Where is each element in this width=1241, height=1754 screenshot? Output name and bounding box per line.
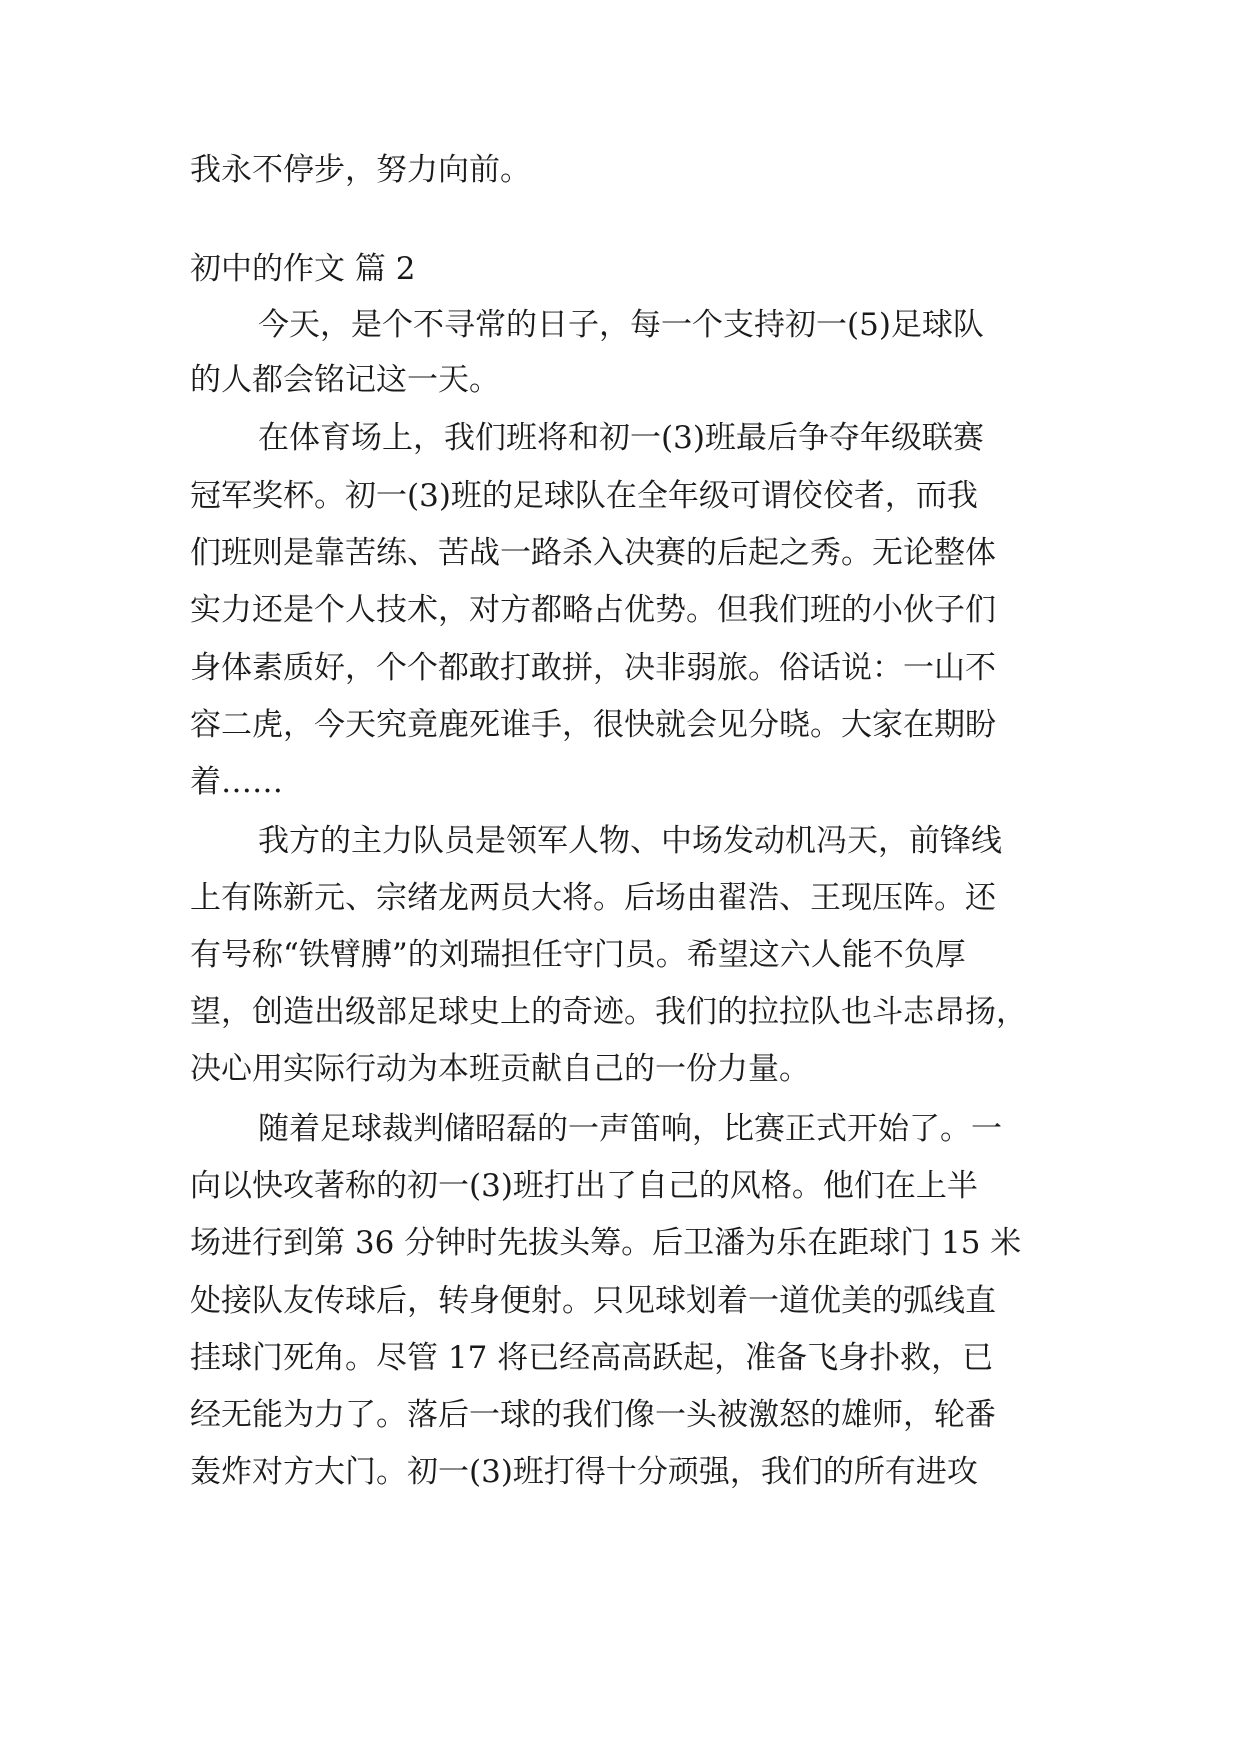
intro-closing-line: 我永不停步，努力向前。 (190, 152, 531, 188)
paragraph-2-line-3: 们班则是靠苦练、苦战一路杀入决赛的后起之秀。无论整体 (190, 535, 996, 571)
paragraph-2-line-7: 着…… (190, 764, 283, 800)
paragraph-3-line-1: 我方的主力队员是领军人物、中场发动机冯天，前锋线 (258, 823, 1002, 859)
paragraph-2-line-4: 实力还是个人技术，对方都略占优势。但我们班的小伙子们 (190, 592, 996, 628)
paragraph-1-line-1: 今天，是个不寻常的日子，每一个支持初一(5)足球队 (258, 307, 984, 343)
paragraph-2-line-2: 冠军奖杯。初一(3)班的足球队在全年级可谓佼佼者，而我 (190, 478, 978, 514)
paragraph-2-line-5: 身体素质好，个个都敢打敢拼，决非弱旅。俗话说：一山不 (190, 650, 996, 686)
paragraph-4-line-5: 挂球门死角。尽管 17 将已经高高跃起，准备飞身扑救，已 (190, 1340, 994, 1376)
paragraph-4-line-2: 向以快攻著称的初一(3)班打出了自己的风格。他们在上半 (190, 1168, 978, 1204)
paragraph-3-line-3: 有号称“铁臂膊”的刘瑞担任守门员。希望这六人能不负厚 (190, 937, 966, 973)
paragraph-3-line-2: 上有陈新元、宗绪龙两员大将。后场由翟浩、王现压阵。还 (190, 880, 996, 916)
paragraph-4-line-3: 场进行到第 36 分钟时先拔头筹。后卫潘为乐在距球门 15 米 (190, 1225, 1022, 1261)
paragraph-4-line-4: 处接队友传球后，转身便射。只见球划着一道优美的弧线直 (190, 1283, 996, 1319)
paragraph-2-line-6: 容二虎，今天究竟鹿死谁手，很快就会见分晓。大家在期盼 (190, 707, 996, 743)
paragraph-4-line-6: 经无能为力了。落后一球的我们像一头被激怒的雄师，轮番 (190, 1397, 996, 1433)
paragraph-1-line-2: 的人都会铭记这一天。 (190, 362, 500, 398)
paragraph-3-line-5: 决心用实际行动为本班贡献自己的一份力量。 (190, 1051, 810, 1087)
paragraph-3-line-4: 望，创造出级部足球史上的奇迹。我们的拉拉队也斗志昂扬， (190, 994, 1027, 1030)
paragraph-4-line-1: 随着足球裁判储昭磊的一声笛响，比赛正式开始了。一 (258, 1111, 1002, 1147)
section-title: 初中的作文 篇 2 (190, 251, 416, 287)
paragraph-2-line-1: 在体育场上，我们班将和初一(3)班最后争夺年级联赛 (258, 420, 984, 456)
paragraph-4-line-7: 轰炸对方大门。初一(3)班打得十分顽强，我们的所有进攻 (190, 1454, 978, 1490)
